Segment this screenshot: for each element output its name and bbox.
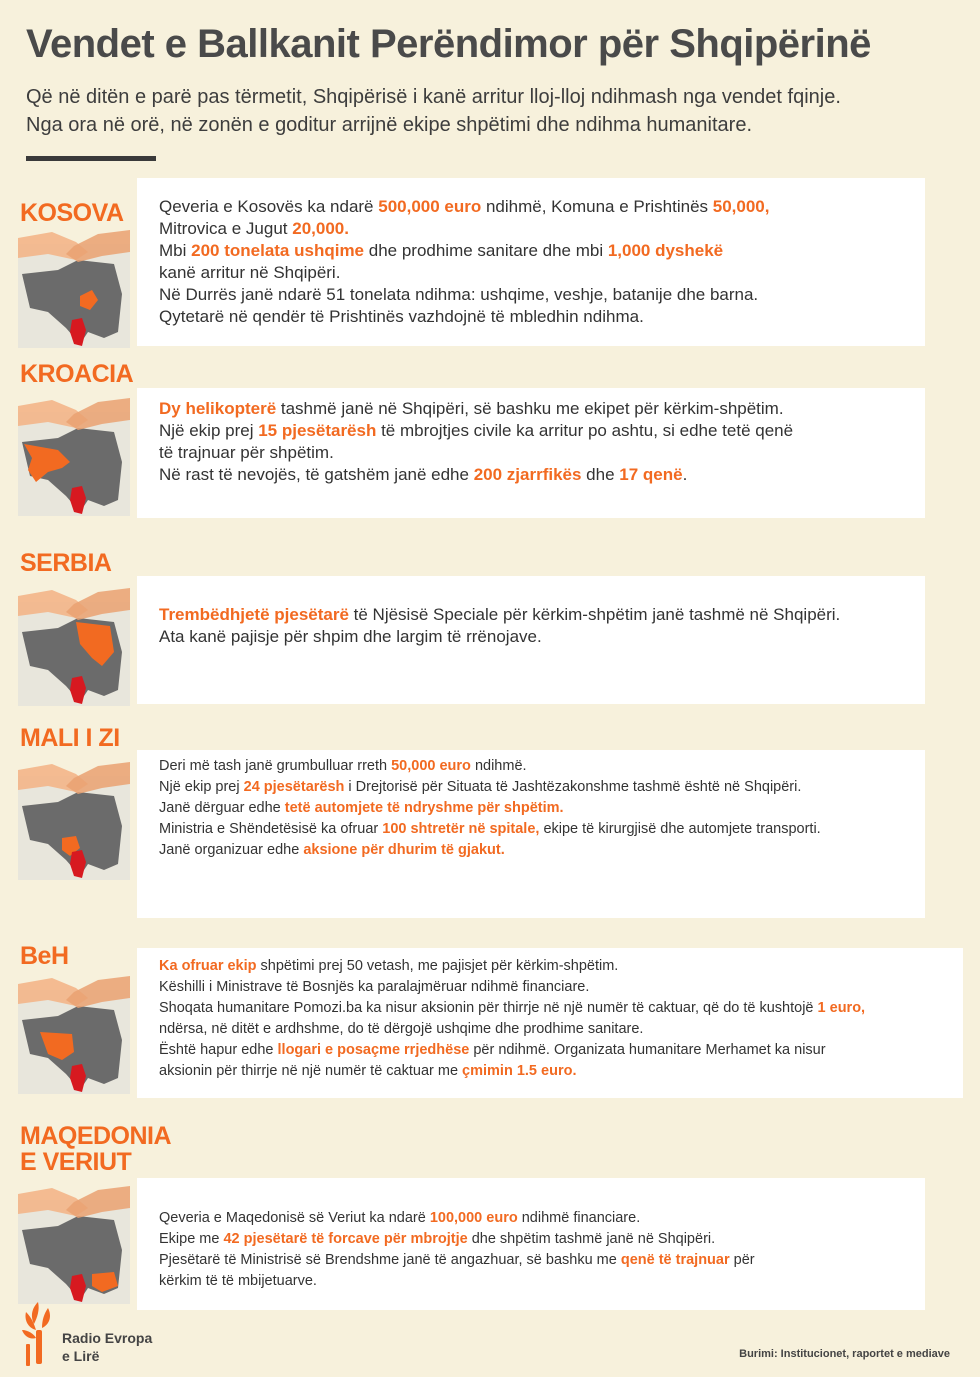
highlighted-text: Ka ofruar ekip xyxy=(159,958,257,974)
card-text-line xyxy=(159,998,865,1019)
body-text: dhe xyxy=(581,465,620,484)
card-text-line xyxy=(159,1019,865,1040)
highlighted-text: 24 pjesëtarësh xyxy=(243,779,345,795)
info-card-beh xyxy=(137,948,963,1098)
highlighted-text: tetë automjete të ndryshme për shpëtim. xyxy=(284,800,564,816)
body-text: ndihmë, Komuna e Prishtinës xyxy=(481,197,713,216)
highlighted-text: 42 pjesëtarë të forcave për mbrojtje xyxy=(223,1231,468,1247)
body-text: ndihmë financiare. xyxy=(517,1210,641,1226)
country-heading-line: MAQEDONIA xyxy=(20,1122,172,1150)
highlighted-text: 200 zjarrfikës xyxy=(473,465,582,484)
country-heading-serbia: SERBIA xyxy=(20,549,112,577)
country-heading-kroacia: KROACIA xyxy=(20,360,134,388)
body-text: i Drejtorisë për Situata të Jashtëzakonshme tashmë është në Shqipëri. xyxy=(344,779,802,795)
card-text-line xyxy=(159,398,793,420)
card-text xyxy=(159,196,770,328)
body-text: Ministria e Shëndetësisë ka ofruar xyxy=(159,821,383,837)
body-text: tashmë janë në Shqipëri, së bashku me ekipet për kërkim-shpëtim. xyxy=(276,399,784,418)
highlighted-text: 500,000 euro xyxy=(378,197,482,216)
card-text-line xyxy=(159,840,821,861)
body-text: Ata kanë pajisje për shpim dhe largim të rrënojave. xyxy=(159,627,542,646)
handshake-map-icon xyxy=(18,224,130,348)
title-divider xyxy=(26,156,156,161)
highlighted-text: 100 shtretër në spitale, xyxy=(382,821,540,837)
body-text: kërkim të të mbijetuarve. xyxy=(159,1273,317,1289)
card-text-line xyxy=(159,1250,755,1271)
body-text: Në Durrës janë ndarë 51 tonelata ndihma: ushqime, veshje, batanije dhe barna. xyxy=(159,285,759,304)
body-text: Shoqata humanitare Pomozi.ba ka nisur aksionin për thirrje në një numër të caktuar, që do të kushtojë xyxy=(159,1000,818,1016)
card-text xyxy=(159,604,840,648)
country-heading-mali-i-zi: MALI I ZI xyxy=(20,724,120,752)
card-text-line xyxy=(159,777,821,798)
body-text: Mbi xyxy=(159,241,192,260)
radio-free-europe-logo-icon xyxy=(18,1294,62,1366)
body-text: Qeveria e Maqedonisë së Veriut ka ndarë xyxy=(159,1210,430,1226)
highlighted-text: 100,000 euro xyxy=(429,1210,518,1226)
card-text xyxy=(159,956,865,1082)
highlighted-text: 20,000. xyxy=(292,219,349,238)
body-text: Janë organizuar edhe xyxy=(159,842,304,858)
subtitle-line: Që në ditën e parë pas tërmetit, Shqipërisë i kanë arritur lloj-lloj ndihmash nga vendet fqinje. xyxy=(26,86,841,108)
body-text: të mbrojtjes civile ka arritur po ashtu, si edhe tetë qenë xyxy=(376,421,794,440)
body-text: të trajnuar për shpëtim. xyxy=(159,443,334,462)
card-text-line xyxy=(159,420,793,442)
card-text-line xyxy=(159,1271,755,1292)
body-text: Këshilli i Ministrave të Bosnjës ka paralajmëruar ndihmë financiare. xyxy=(159,979,590,995)
body-text: ekipe të kirurgjisë dhe automjete transporti. xyxy=(539,821,821,837)
card-text-line xyxy=(159,306,770,328)
card-text-line xyxy=(159,626,840,648)
body-text: Mitrovica e Jugut xyxy=(159,219,293,238)
handshake-map-icon xyxy=(18,756,130,880)
info-card-serbia xyxy=(137,576,925,704)
body-text: . xyxy=(682,465,688,484)
highlighted-text: llogari e posaçme rrjedhëse xyxy=(277,1042,470,1058)
highlighted-text: 50,000 euro xyxy=(391,758,471,774)
body-text: Një ekip prej xyxy=(159,779,244,795)
body-text: dhe shpëtim tashmë janë në Shqipëri. xyxy=(467,1231,716,1247)
info-card-mali-i-zi xyxy=(137,750,925,918)
info-card-kroacia xyxy=(137,388,925,518)
brand-logo-text xyxy=(62,1329,152,1365)
handshake-map-icon xyxy=(18,1180,130,1304)
card-text-line xyxy=(159,604,840,626)
body-text: për ndihmë. Organizata humanitare Merhamet ka nisur xyxy=(469,1042,826,1058)
card-text-line xyxy=(159,262,770,284)
highlighted-text: 50,000, xyxy=(712,197,770,216)
card-text-line xyxy=(159,196,770,218)
highlighted-text: 1 euro, xyxy=(817,1000,866,1016)
card-text-line xyxy=(159,1040,865,1061)
country-heading-line: E VERIUT xyxy=(20,1148,132,1176)
card-text-line xyxy=(159,977,865,998)
card-text-line xyxy=(159,956,865,977)
highlighted-text: Trembëdhjetë pjesëtarë xyxy=(159,605,349,624)
highlighted-text: çmimin 1.5 euro. xyxy=(462,1063,577,1079)
card-text-line xyxy=(159,284,770,306)
card-text xyxy=(159,398,793,486)
card-text-line xyxy=(159,442,793,464)
highlighted-text: 17 qenë xyxy=(619,465,683,484)
body-text: Është hapur edhe xyxy=(159,1042,278,1058)
body-text: Pjesëtarë të Ministrisë së Brendshme janë të angazhuar, së bashku me xyxy=(159,1252,621,1268)
handshake-map-icon xyxy=(18,582,130,706)
brand-logo-line: Radio Evropa xyxy=(62,1330,153,1346)
body-text: të Njësisë Speciale për kërkim-shpëtim janë tashmë në Shqipëri. xyxy=(348,605,841,624)
card-text-line xyxy=(159,1208,755,1229)
info-card-maqedonia xyxy=(137,1178,925,1310)
card-text-line xyxy=(159,1061,865,1082)
body-text: ndihmë. xyxy=(470,758,527,774)
card-text-line xyxy=(159,798,821,819)
highlighted-text: aksione për dhurim të gjakut. xyxy=(303,842,505,858)
body-text: kanë arritur në Shqipëri. xyxy=(159,263,341,282)
highlighted-text: 200 tonelata ushqime xyxy=(191,241,365,260)
handshake-map-icon xyxy=(18,970,130,1094)
highlighted-text: qenë të trajnuar xyxy=(620,1252,730,1268)
page-subtitle xyxy=(26,83,966,139)
country-heading-kosova: KOSOVA xyxy=(20,199,124,227)
body-text: shpëtimi prej 50 vetash, me pajisjet për kërkim-shpëtim. xyxy=(256,958,619,974)
brand-logo-line: e Lirë xyxy=(62,1348,100,1364)
body-text: Janë dërguar edhe xyxy=(159,800,285,816)
body-text: Deri më tash janë grumbulluar rreth xyxy=(159,758,392,774)
card-text xyxy=(159,1208,755,1292)
country-heading-beh: BeH xyxy=(20,942,69,970)
body-text: Qytetarë në qendër të Prishtinës vazhdojnë të mbledhin ndihma. xyxy=(159,307,644,326)
highlighted-text: Dy helikopterë xyxy=(159,399,277,418)
body-text: për xyxy=(729,1252,755,1268)
body-text: ndërsa, në ditët e ardhshme, do të dërgojë ushqime dhe prodhime sanitare. xyxy=(159,1021,644,1037)
page-title: Vendet e Ballkanit Perëndimor për Shqipërinë xyxy=(26,22,871,66)
body-text: Qeveria e Kosovës ka ndarë xyxy=(159,197,379,216)
body-text: dhe prodhime sanitare dhe mbi xyxy=(364,241,608,260)
highlighted-text: 1,000 dyshekë xyxy=(607,241,724,260)
handshake-map-icon xyxy=(18,392,130,516)
body-text: aksionin për thirrje në një numër të caktuar me xyxy=(159,1063,463,1079)
card-text-line xyxy=(159,1229,755,1250)
card-text-line xyxy=(159,756,821,777)
subtitle-line: Nga ora në orë, në zonën e goditur arrijnë ekipe shpëtimi dhe ndihma humanitare. xyxy=(26,114,752,136)
card-text xyxy=(159,756,821,861)
body-text: Ekipe me xyxy=(159,1231,224,1247)
highlighted-text: 15 pjesëtarësh xyxy=(258,421,377,440)
card-text-line xyxy=(159,218,770,240)
body-text: Një ekip prej xyxy=(159,421,259,440)
body-text: Në rast të nevojës, të gatshëm janë edhe xyxy=(159,465,474,484)
country-heading-maqedonia xyxy=(20,1123,171,1175)
card-text-line xyxy=(159,819,821,840)
card-text-line xyxy=(159,240,770,262)
info-card-kosova xyxy=(137,178,925,346)
source-credit: Burimi: Institucionet, raportet e mediave xyxy=(739,1348,950,1360)
card-text-line xyxy=(159,464,793,486)
